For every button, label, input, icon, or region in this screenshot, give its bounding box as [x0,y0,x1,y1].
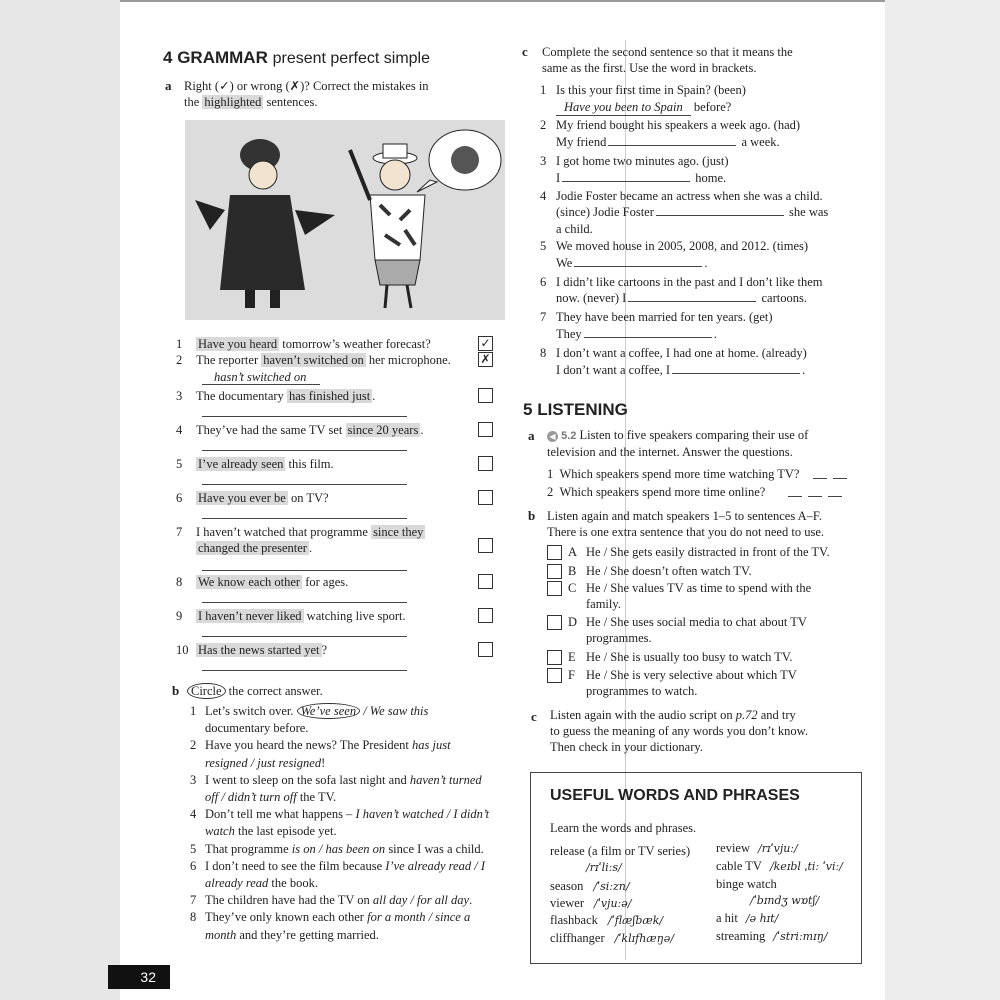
sentence-letter: A [568,545,578,559]
vocab-word: viewer [550,896,585,910]
match-checkbox[interactable] [547,650,562,665]
answer-choice[interactable]: resigned / just resigned [205,755,322,770]
answer-choice[interactable]: has just [412,738,451,753]
item-number: 5 [540,239,547,253]
ex4c-instruction: Complete the second sentence so that it means the same as the first. Use the word in brackets. [542,45,793,75]
item-text: / We saw this [360,704,429,718]
ex4c-label: c [522,44,528,59]
ex4a-item [176,336,476,352]
section5-heading [523,400,628,420]
ex5b-sentence [568,563,868,579]
question-text: Is this your first time in Spain? (been) [556,83,746,97]
item-number: 7 [176,525,183,539]
item-number: 2 [540,118,547,132]
item-number: 3 [540,154,547,168]
ex4a-answer-text: hasn’t switched on [214,370,307,384]
item-text: the last episode yet. [234,824,337,839]
ex5a-q1: 1 Which speakers spend more time watching TV? [547,467,800,481]
useful-words-intro: Learn the words and phrases. [550,821,697,835]
highlighted-phrase: Have you ever be [198,491,286,505]
answer-checkbox[interactable] [478,642,493,657]
item-text: Let’s switch over. [205,704,297,718]
answer-prompt: . [713,327,717,341]
ex4a-item [176,388,476,404]
item-text: The documentary [196,389,287,403]
man-face [380,160,410,190]
highlighted-phrase: since they [373,525,424,539]
vocab-pronunciation: /ˈvjuːə/ [594,897,632,910]
ex4a-item [176,574,476,590]
item-number: 7 [190,893,197,908]
answer-choice[interactable]: haven’t turned [409,772,482,787]
section5-title: LISTENING [537,400,628,419]
answer-choice[interactable]: I haven’t watched / I didn’t [355,807,490,822]
ex4b-item-line [190,909,520,925]
item-text: The reporter [196,353,262,367]
answer-checkbox[interactable] [478,422,493,437]
man-shirt [370,195,425,260]
ex4a-label: a [165,78,172,93]
sentence-letter: C [568,581,577,595]
item-number: 5 [190,841,197,856]
answer-choice[interactable]: for a month / since a [367,910,471,925]
answer-line[interactable] [202,570,407,571]
answer-choice[interactable]: all day / for all day [372,893,470,908]
checkbox-correct[interactable]: ✓ [478,336,493,351]
item-number: 6 [190,858,197,873]
vocab-pronunciation: /ˈsiːzn/ [593,880,630,893]
sentence-text: He / She doesn’t often watch TV. [586,564,752,578]
highlighted-phrase: Have you heard [198,337,278,351]
vocab-entry [716,858,861,875]
ex5c-instruction: Listen again with the audio script on p.72 and try to guess the meaning of any words you don’t know. Then check in your dictionary. [550,708,808,754]
vocab-word: a hit [716,911,738,925]
vocab-entry [716,910,861,927]
ex4b-instruction: Circle the correct answer. [187,683,323,699]
answer-choice[interactable]: is on / has been on [291,841,386,856]
woman-coat [220,195,305,290]
answer-choice[interactable]: month [205,927,237,942]
item-text: I haven’t watched that programme [196,525,372,539]
man-leg [407,285,411,308]
answer-choice[interactable]: watch [205,824,235,839]
vocab-word: flashback [550,913,598,927]
ex5a-q1-blank[interactable] [833,478,847,479]
sentence-letter: F [568,668,575,682]
sentence-text: programmes. [586,631,652,645]
section4-number: 4 [163,48,173,67]
item-text: watching live sport. [303,609,406,623]
ex5a-q2-blank[interactable] [808,496,822,497]
item-text: I went to sleep on the sofa last night and [205,772,410,787]
ex4a-instruction: Right (✓) or wrong (✗)? Correct the mistakes in the highlighted sentences. [184,79,429,109]
circle-word: Circle [187,683,226,699]
question-text: I don’t want a coffee, I had one at home. (already) [556,346,807,360]
vocab-entry [716,876,861,892]
section4-title: GRAMMAR [177,48,268,67]
cartoon-illustration [185,120,505,320]
vocab-entry [550,895,720,912]
item-number: 4 [190,807,197,822]
woman-fur-right [295,210,335,235]
highlighted-phrase: since 20 years [347,423,419,437]
ex5b-instruction: Listen again and match speakers 1–5 to sentences A–F. There is one extra sentence that you do not need to use. [547,509,824,539]
answer-prompt: My friend [556,135,607,149]
item-number: 7 [540,310,547,324]
ex4a-item [176,642,476,658]
ex5b-label: b [528,508,536,523]
vocab-entry [550,878,720,895]
vocab-entry [716,840,861,857]
item-text: for ages. [302,575,349,589]
vocab-pronunciation: /ə hɪt/ [745,912,779,925]
item-number: 3 [176,389,183,403]
match-checkbox[interactable] [547,668,562,683]
item-number: 1 [540,83,547,97]
vocab-word: season [550,879,584,893]
answer-prompt: she was [785,205,829,219]
answer-blank[interactable] [628,301,756,302]
item-text: ? [321,643,328,657]
ex4c-answer-row [556,290,876,306]
item-number: 1 [176,337,183,351]
ex4c-question [540,153,870,169]
page-number: 32 [108,965,170,989]
item-text: the TV. [296,790,337,804]
answer-line[interactable] [202,484,407,485]
ex4a-item [176,524,476,556]
audio-icon[interactable]: ◀ [547,431,558,442]
item-text: . [469,893,473,908]
answer-prompt: I don’t want a coffee, I [556,363,671,377]
sentence-text: programmes to watch. [586,684,698,698]
sentence-text: He / She is usually too busy to watch TV. [586,650,793,664]
item-number: 8 [190,910,197,925]
ex4b-item-line [190,823,520,839]
ex5b-sentence [568,667,868,699]
item-text: this film. [285,457,334,471]
ex4c-answer-row [556,326,876,342]
section4-heading [163,48,430,68]
vocab-entry [716,892,861,909]
item-number: 8 [176,575,183,589]
answer-prompt: home. [692,171,727,185]
ex5b-sentence [568,614,868,646]
vocab-pronunciation: /keɪbl ˌtiː ˈviː/ [769,860,843,873]
ex5a-q2-blank[interactable] [828,496,842,497]
item-number: 2 [176,353,183,367]
woman-leg [245,290,255,308]
check-icon: ✓ [219,79,230,93]
item-text: . [372,389,376,403]
ex4a-item [176,490,476,506]
answer-blank[interactable] [672,373,800,374]
ex4b-item-line [190,755,520,771]
vocab-word: cable TV [716,859,762,873]
woman-fur-left [195,200,225,230]
ex5c-label: c [531,709,537,724]
ex4c-question [540,274,870,290]
question-text: I didn’t like cartoons in the past and I don’t like them [556,275,823,289]
speech-bubble-tail [417,180,437,192]
question-text: We moved house in 2005, 2008, and 2012. (times) [556,239,809,253]
item-text: tomorrow’s weather forecast? [279,337,431,351]
item-text: on TV? [287,491,329,505]
ex4b-label: b [172,683,180,698]
ex4a-item [176,456,476,472]
ex5b-sentence [568,580,868,612]
answer-checkbox[interactable] [478,490,493,505]
answer-choice[interactable]: off / didn’t turn off [205,790,297,804]
item-text: since I was a child. [385,841,484,856]
answer-line[interactable] [202,602,407,603]
ex4c-answer-row [556,99,876,116]
item-text: The children have had the TV on [205,893,373,908]
sun-icon [451,146,479,174]
highlighted-phrase: Has the news started yet [198,643,320,657]
sentence-text: He / She is very selective about which TV [586,668,797,682]
answer-blank[interactable] [608,145,736,146]
answer-prompt: before? [690,100,732,114]
answer-prompt: a week. [738,135,780,149]
sentence-letter: D [568,615,578,629]
item-number: 3 [190,772,197,787]
sentence-text: family. [586,597,621,611]
ex4c-question [540,238,870,254]
vocab-entry [550,912,720,929]
ex4a-item [176,352,476,368]
vocab-entry [716,928,861,945]
question-text: They have been married for ten years. (get) [556,310,773,324]
vocab-entry [550,859,720,876]
ex4c-answer-row [556,134,876,150]
item-text: I don’t need to see the film because [205,858,386,873]
answer-checkbox[interactable] [478,574,493,589]
answer-choice[interactable]: I’ve already read / I [385,858,485,873]
highlighted-phrase: haven’t switched on [263,353,364,367]
man-shorts [375,260,420,285]
match-checkbox[interactable] [547,545,562,560]
item-number: 4 [176,423,183,437]
useful-words-box [530,772,862,964]
ex4c-question [540,309,870,325]
vocab-pronunciation: /rɪˈvjuː/ [758,842,798,855]
question-text: I got home two minutes ago. (just) [556,154,729,168]
ex4b-item-line [190,703,520,719]
ex4c-question [540,188,870,204]
item-number: 9 [176,609,183,623]
answer-choice[interactable]: already read [205,876,269,890]
highlighted-phrase: changed the presenter [198,541,307,555]
answer-line[interactable] [202,518,407,519]
vocab-entry [550,843,720,859]
answer-line[interactable] [202,450,407,451]
answer-blank[interactable] [562,181,690,182]
answer-checkbox[interactable] [478,608,493,623]
highlighted-phrase: I’ve already seen [198,457,284,471]
ex4c-answer-row [556,170,876,186]
vocab-word: release (a film or TV series) [550,844,691,858]
ex4b-item-line [190,858,520,874]
sentence-letter: B [568,564,577,578]
sentence-text: He / She gets easily distracted in front of the TV. [586,545,830,559]
question-text: Jodie Foster became an actress when she was a child. [556,189,823,203]
circled-answer[interactable]: We’ve seen [297,703,360,719]
item-number: 4 [540,189,547,203]
section4-subtitle: present perfect simple [272,50,430,67]
answer-prompt: They [556,327,582,341]
answer-checkbox[interactable] [478,456,493,471]
ex4b-item-line [190,841,520,857]
vocab-pronunciation: /ˈflæʃbæk/ [607,914,664,927]
item-text: . [420,423,424,437]
vocab-entry [550,930,720,947]
workbook-page [120,0,885,1000]
item-text: They’ve had the same TV set [196,423,346,437]
answer-prompt: now. (never) I [556,291,627,305]
woman-face [249,161,277,189]
cross-icon: ✗ [289,79,301,93]
highlighted-phrase: We know each other [198,575,301,589]
answer-line[interactable] [202,416,407,417]
answer-checkbox[interactable] [478,538,493,553]
item-text: the book. [268,876,318,890]
highlighted-phrase: has finished just [288,389,371,403]
answer-checkbox[interactable] [478,388,493,403]
sentence-letter: E [568,650,576,664]
answer-blank[interactable] [574,266,702,267]
ex4b-item-line [190,789,520,805]
ex4c-answer-row: a child. [556,222,593,236]
ex4b-item-line [190,927,520,943]
ex4c-answer-row [556,255,876,271]
top-rule [120,0,885,2]
item-number: 1 [190,704,197,718]
ex4b-item-line [190,720,520,736]
answer-blank[interactable] [656,215,784,216]
item-text: her microphone. [365,353,451,367]
item-text: That programme [205,841,292,856]
ex5a-q1-blank[interactable] [813,478,827,479]
filled-answer: Have you been to Spain [556,99,691,116]
ex5b-sentence [568,649,868,665]
item-text: and they’re getting married. [236,927,379,942]
match-checkbox[interactable] [547,564,562,579]
woman-leg [270,290,280,308]
item-number: 6 [176,491,183,505]
vocab-word: streaming [716,929,766,943]
ex5a-instruction: ◀ 5.2 Listen to five speakers comparing their use of television and the internet. Answer the questions. [547,428,809,459]
audio-track-number: 5.2 [561,430,577,442]
ex5a-q2-blank[interactable] [788,496,802,497]
man-leg [385,285,387,308]
answer-line[interactable] [202,384,320,385]
ex4c-answer-row [556,362,876,378]
vocab-word: binge watch [716,877,777,891]
sentence-text: He / She values TV as time to spend with the [586,581,812,595]
ex4b-item-line [190,772,520,788]
answer-prompt: cartoons. [758,291,807,305]
question-text: My friend bought his speakers a week ago. (had) [556,118,801,132]
item-text: . [308,541,313,555]
sentence-text: He / She uses social media to chat about TV [586,615,807,629]
match-checkbox[interactable] [547,581,562,596]
item-text: They’ve only known each other [205,910,368,925]
answer-prompt: We [556,256,573,270]
ex5b-sentence [568,544,868,560]
page-edge-shadow [885,0,1000,1000]
item-number: 5 [176,457,183,471]
item-text: Have you heard the news? The President [205,738,412,753]
answer-prompt: (since) Jodie Foster [556,205,654,219]
man-arm-pointing [350,150,370,200]
ex4a-item [176,608,476,624]
ex4c-answer-row [556,204,876,220]
item-number: 10 [176,643,189,657]
ex4c-question [540,345,870,361]
answer-blank[interactable] [584,337,712,338]
vocab-word: review [716,841,751,855]
ex4b-item-line [190,737,520,753]
ex5a-q2: 2 Which speakers spend more time online? [547,485,766,499]
match-checkbox[interactable] [547,615,562,630]
answer-prompt: . [704,256,708,270]
item-text: ! [321,755,326,770]
ex4b-item-line [190,806,520,822]
section5-number: 5 [523,400,533,419]
answer-line[interactable] [202,670,407,671]
answer-prompt: . [802,363,806,377]
highlighted-phrase: I haven’t never liked [198,609,302,623]
useful-words-title: USEFUL WORDS AND PHRASES [550,787,800,804]
audio-script-page-ref[interactable]: p.72 [735,708,758,722]
answer-line[interactable] [202,636,407,637]
answer-prompt: I [556,171,561,185]
ex4c-question [540,117,870,133]
item-number: 2 [190,738,197,753]
vocab-pronunciation: /ˈstriːmɪŋ/ [773,930,828,943]
ex4a-item [176,422,476,438]
checkbox-wrong[interactable]: ✗ [478,352,493,367]
vocab-pronunciation: /ˈklɪfhæŋə/ [614,932,674,945]
vocab-word: cliffhanger [550,931,605,945]
item-text: Don’t tell me what happens – [205,807,356,822]
man-hat [383,144,407,158]
item-text: documentary before. [205,721,309,736]
item-number: 6 [540,275,547,289]
vocab-pronunciation: /ˈbɪndʒ wɒtʃ/ [750,894,820,907]
ex4b-item-line [190,892,520,908]
ex4c-question [540,82,870,98]
ex5a-label: a [528,428,535,443]
item-number: 8 [540,346,547,360]
ex4b-item-line [190,875,520,891]
vocab-pronunciation: /rɪˈliːs/ [586,861,622,874]
cartoon-svg [185,120,505,320]
